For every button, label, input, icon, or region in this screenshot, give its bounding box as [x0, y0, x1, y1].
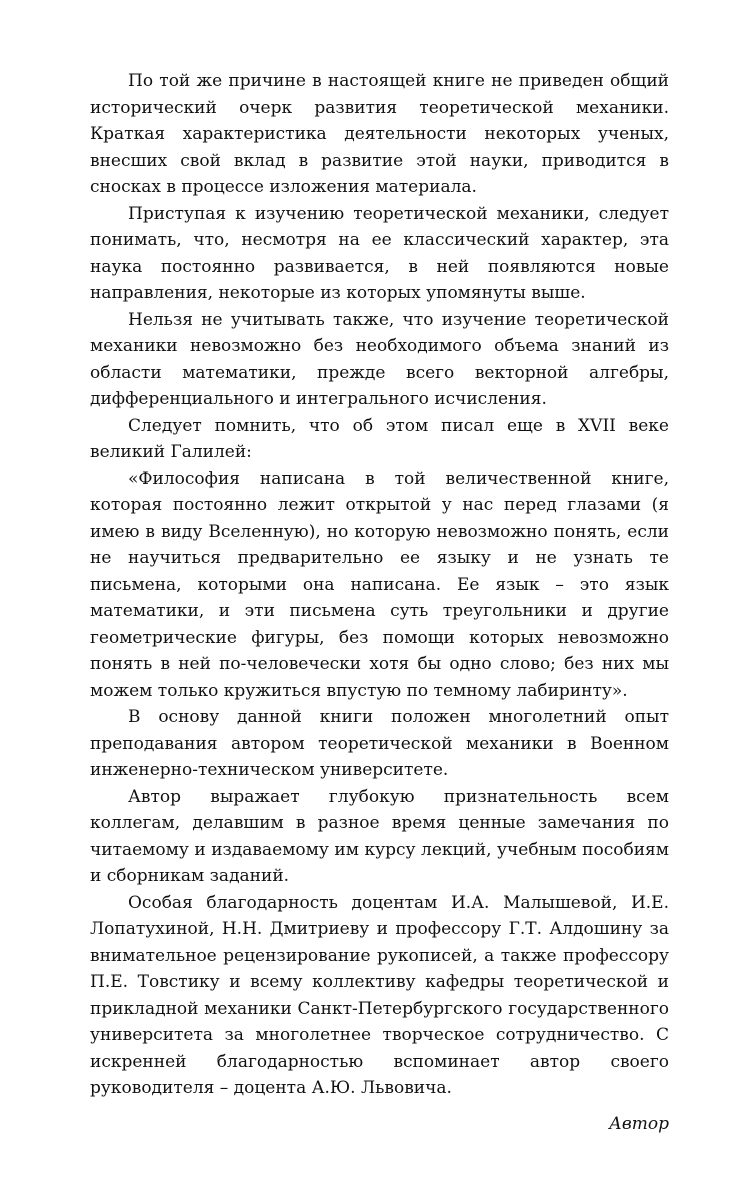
paragraph-galileo-intro: Следует помнить, что об этом писал еще в XVII веке великий Галилей:	[90, 415, 669, 462]
paragraph-gratitude-colleagues: Автор выражает глубокую признательность всем коллегам, делавшим в разное время ценные замечания по читаемому и издаваемому им курсу лекций, учебным пособиям и сборникам заданий.	[90, 786, 669, 886]
paragraph-history: По той же причине в настоящей книге не приведен общий исторический очерк развития теоретической механики. Краткая характеристика деятельности некоторых ученых, внесших свой вклад в развитие этой науки, приводится в сносках в процессе изложения материала.	[90, 71, 669, 197]
paragraph-mathematics: Нельзя не учитывать также, что изучение теоретической механики невозможно без необходимого объема знаний из области математики, прежде всего векторной алгебры, дифференциального и интегрального исчисления.	[90, 309, 669, 409]
page-body	[90, 68, 669, 1137]
paragraph-galileo-quote: «Философия написана в той величественной книге, которая постоянно лежит открытой у нас перед глазами (я имею в виду Вселенную), но которую невозможно понять, если не научиться предварительно ее языку и не узнать те письмена, которыми она написана. Ее язык – это язык математики, и эти письмена суть треугольники и другие геометрические фигуры, без помощи которых невозможно понять в ней по-человечески хотя бы одно слово; без них мы можем только кружиться впустую по темному лабиринту».	[90, 468, 669, 701]
paragraph-study: Приступая к изучению теоретической механики, следует понимать, что, несмотря на ее классический характер, эта наука постоянно развивается, в ней появляются новые направления, некоторые из которых упомянуты выше.	[90, 203, 669, 303]
paragraph-experience: В основу данной книги положен многолетний опыт преподавания автором теоретической механики в Военном инженерно-техническом университете.	[90, 707, 669, 780]
author-signature: Автор	[608, 1113, 669, 1134]
paragraph-special-thanks: Особая благодарность доцентам И.А. Малышевой, И.Е. Лопатухиной, Н.Н. Дмитриеву и профессору Г.Т. Алдошину за внимательное рецензирование рукописей, а также профессору П.Е. Товстику и всему коллективу кафедры теоретической и прикладной механики Санкт-Петербургского государственного университета за многолетнее творческое сотрудничество. С искренней благодарностью вспоминает автор своего руководителя – доцента А.Ю. Львовича.	[90, 892, 669, 1098]
